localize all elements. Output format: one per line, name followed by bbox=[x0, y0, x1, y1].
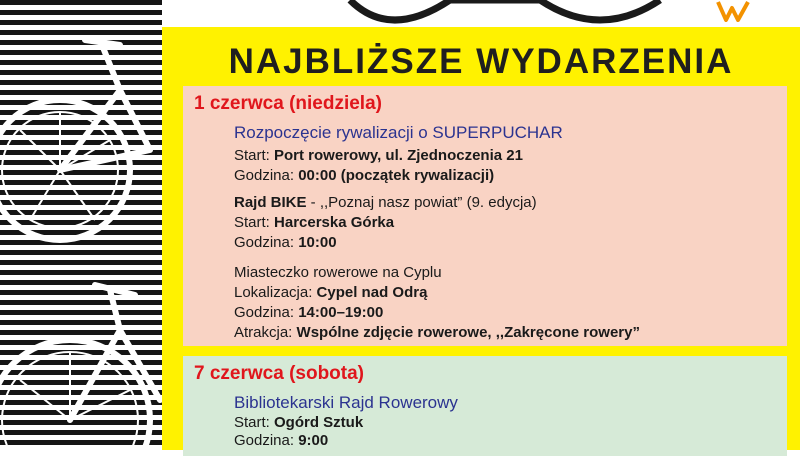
event-title: Bibliotekarski Rajd Rowerowy bbox=[234, 393, 458, 412]
event-date: 7 czerwca (sobota) bbox=[194, 363, 364, 384]
event-start: Start: Harcerska Górka bbox=[234, 214, 395, 231]
event-time: Godzina: 10:00 bbox=[234, 234, 337, 251]
event-location: Lokalizacja: Cypel nad Odrą bbox=[234, 284, 428, 301]
event-time: Godzina: 00:00 (początek rywalizacji) bbox=[234, 167, 495, 184]
event-day-card-1 bbox=[183, 86, 787, 346]
event-date: 1 czerwca (niedziela) bbox=[194, 93, 382, 114]
bicycle-wheels-illustration bbox=[330, 0, 710, 30]
striped-side-panel bbox=[0, 0, 162, 450]
event-title: Rozpoczęcie rywalizacji o SUPERPUCHAR bbox=[234, 123, 563, 142]
event-attraction: Atrakcja: Wspólne zdjęcie rowerowe, ,,Zakręcone rowery” bbox=[234, 324, 640, 341]
event-name: Rajd BIKE - ,,Poznaj nasz powiat” (9. edycja) bbox=[234, 194, 537, 211]
event-time: Godzina: 9:00 bbox=[234, 432, 329, 449]
event-start: Start: Port rowerowy, ul. Zjednoczenia 21 bbox=[234, 147, 523, 164]
event-time: Godzina: 14:00–19:00 bbox=[234, 304, 384, 321]
brand-logo-mark bbox=[716, 0, 756, 22]
event-start: Start: Ogórd Sztuk bbox=[234, 414, 364, 431]
page-title: NAJBLIŻSZE WYDARZENIA bbox=[228, 42, 734, 81]
event-name: Miasteczko rowerowe na Cyplu bbox=[234, 264, 442, 281]
event-day-card-2 bbox=[183, 356, 787, 456]
bicycle-illustration bbox=[0, 0, 162, 450]
